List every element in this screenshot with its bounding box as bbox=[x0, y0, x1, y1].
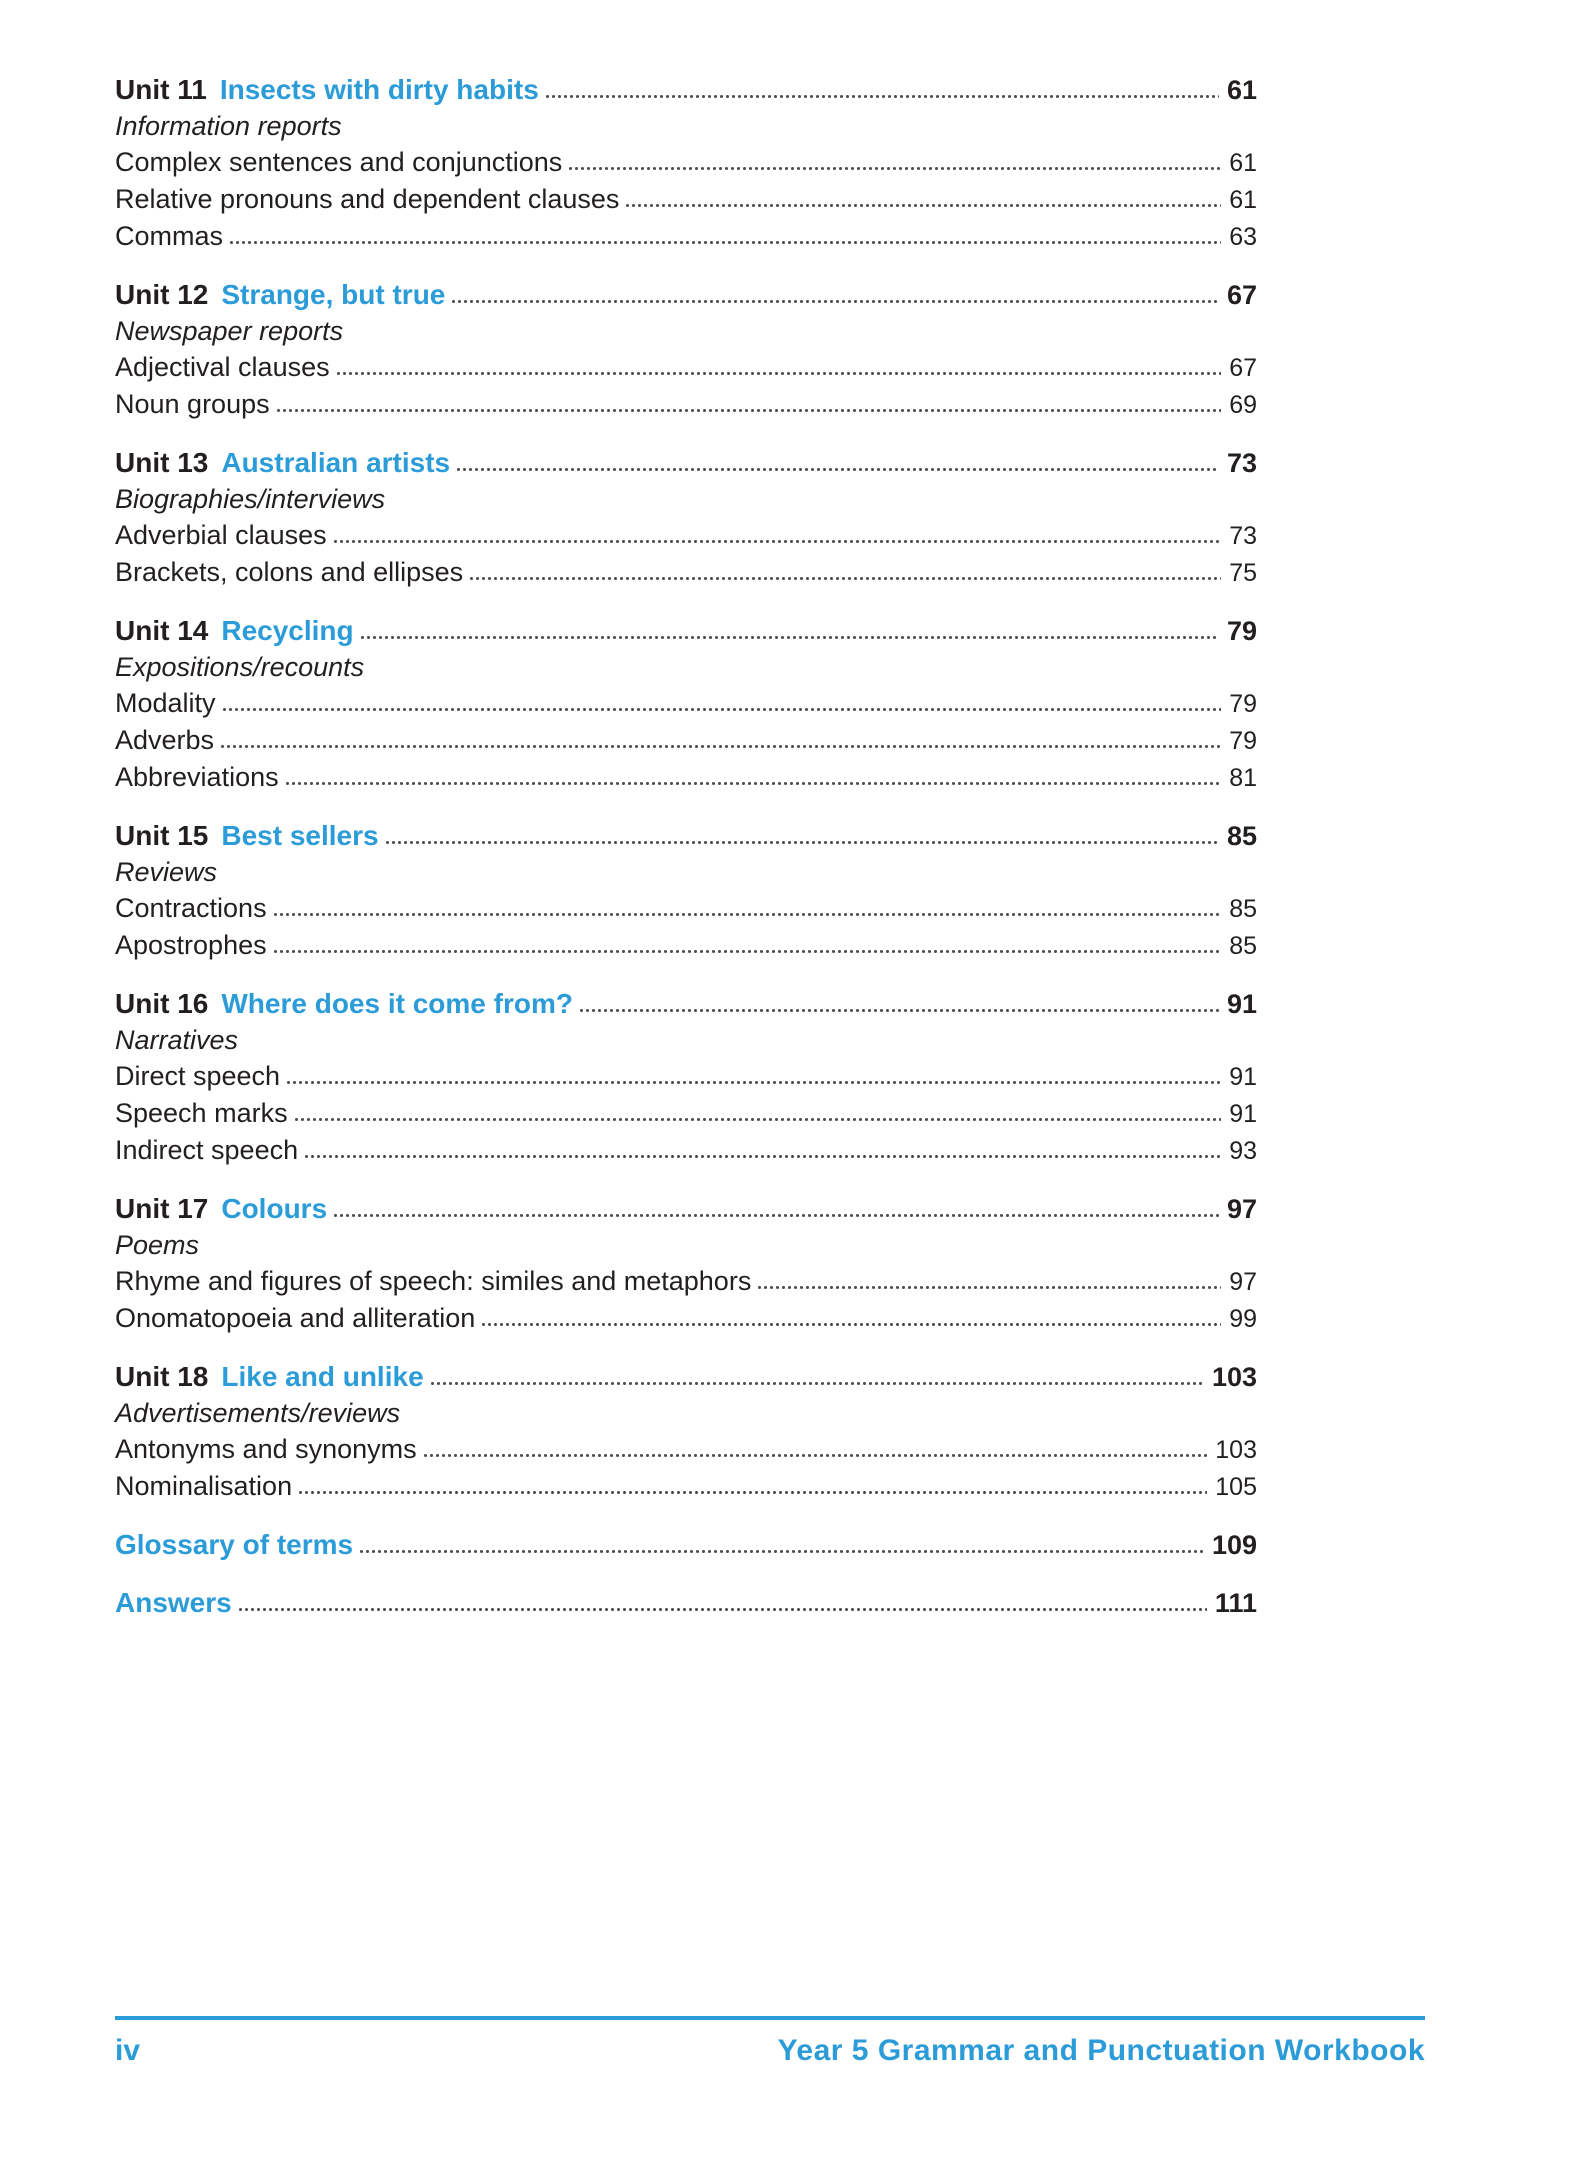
unit-text-type-label: Narratives bbox=[115, 1025, 239, 1055]
toc-item-page-number: 61 bbox=[1229, 149, 1257, 177]
unit-text-type-row bbox=[115, 854, 1257, 890]
dotted-leader bbox=[334, 539, 1222, 544]
dotted-leader bbox=[569, 166, 1221, 171]
toc-item-page-number: 85 bbox=[1229, 895, 1257, 923]
unit-text-type-label: Expositions/recounts bbox=[115, 652, 365, 682]
unit-title: Insects with dirty habits bbox=[219, 74, 539, 105]
toc-item-page-number: 69 bbox=[1229, 391, 1257, 419]
toc-item-row bbox=[115, 218, 1257, 255]
toc-unit-heading-row bbox=[115, 277, 1257, 313]
toc-item-row bbox=[115, 759, 1257, 796]
footer-row bbox=[115, 2034, 1425, 2068]
toc-item-page-number: 91 bbox=[1229, 1063, 1257, 1091]
unit-page-number: 67 bbox=[1226, 280, 1257, 310]
toc-item-page-number: 93 bbox=[1229, 1137, 1257, 1165]
toc-item-page-number: 103 bbox=[1215, 1436, 1257, 1464]
toc-unit-block bbox=[115, 1191, 1257, 1337]
toc-item-page-number: 85 bbox=[1229, 932, 1257, 960]
unit-text-type-label: Biographies/interviews bbox=[115, 484, 386, 514]
toc-item-page-number: 105 bbox=[1215, 1473, 1257, 1501]
page-footer bbox=[115, 2016, 1425, 2068]
toc-item-title: Brackets, colons and ellipses bbox=[115, 557, 464, 587]
unit-title: Australian artists bbox=[221, 447, 451, 478]
toc-item-row bbox=[115, 1095, 1257, 1132]
toc-unit-block bbox=[115, 1359, 1257, 1505]
toc-item-row bbox=[115, 1468, 1257, 1505]
unit-number-label: Unit 15 bbox=[115, 820, 209, 851]
unit-text-type-row bbox=[115, 649, 1257, 685]
toc-item-page-number: 73 bbox=[1229, 522, 1257, 550]
toc-unit-heading-row bbox=[115, 72, 1257, 108]
dotted-leader bbox=[431, 1381, 1204, 1386]
unit-title: Strange, but true bbox=[221, 279, 446, 310]
toc-extra-row bbox=[115, 1527, 1257, 1563]
toc-unit-block bbox=[115, 445, 1257, 591]
unit-title: Where does it come from? bbox=[221, 988, 573, 1019]
toc-item-title: Contractions bbox=[115, 893, 267, 923]
toc-unit-heading-row bbox=[115, 1191, 1257, 1227]
toc-extra-block bbox=[115, 1527, 1257, 1563]
unit-number-label: Unit 11 bbox=[115, 74, 207, 105]
unit-text-type-row bbox=[115, 1227, 1257, 1263]
dotted-leader bbox=[277, 408, 1222, 413]
toc-item-row bbox=[115, 722, 1257, 759]
unit-text-type-label: Poems bbox=[115, 1230, 200, 1260]
toc-item-title: Modality bbox=[115, 688, 216, 718]
unit-text-type-row bbox=[115, 313, 1257, 349]
toc-item-row bbox=[115, 890, 1257, 927]
toc-item-title: Noun groups bbox=[115, 389, 270, 419]
toc-item-title: Adverbial clauses bbox=[115, 520, 327, 550]
toc-item-page-number: 63 bbox=[1229, 223, 1257, 251]
unit-page-number: 61 bbox=[1226, 75, 1257, 105]
toc-item-page-number: 81 bbox=[1229, 764, 1257, 792]
unit-text-type-row bbox=[115, 108, 1257, 144]
unit-number-label: Unit 14 bbox=[115, 615, 209, 646]
toc-item-title: Rhyme and figures of speech: similes and metaphors bbox=[115, 1266, 752, 1296]
toc-item-page-number: 75 bbox=[1229, 559, 1257, 587]
dotted-leader bbox=[286, 781, 1222, 786]
toc-item-row bbox=[115, 927, 1257, 964]
toc-item-title: Nominalisation bbox=[115, 1471, 293, 1501]
unit-page-number: 85 bbox=[1226, 821, 1257, 851]
toc-unit-block bbox=[115, 613, 1257, 796]
toc-item-page-number: 61 bbox=[1229, 186, 1257, 214]
toc-item-page-number: 79 bbox=[1229, 690, 1257, 718]
toc-item-row bbox=[115, 554, 1257, 591]
toc-item-title: Complex sentences and conjunctions bbox=[115, 147, 563, 177]
dotted-leader bbox=[221, 744, 1221, 749]
toc-item-row bbox=[115, 1132, 1257, 1169]
unit-page-number: 73 bbox=[1226, 448, 1257, 478]
toc-unit-block bbox=[115, 72, 1257, 255]
toc-extra-page-number: 111 bbox=[1214, 1588, 1257, 1618]
unit-title: Best sellers bbox=[221, 820, 379, 851]
dotted-leader bbox=[223, 707, 1222, 712]
dotted-leader bbox=[452, 299, 1219, 304]
toc-extra-title: Answers bbox=[115, 1587, 232, 1618]
unit-text-type-row bbox=[115, 1022, 1257, 1058]
toc-item-row bbox=[115, 1263, 1257, 1300]
toc-item-page-number: 79 bbox=[1229, 727, 1257, 755]
toc-extra-title: Glossary of terms bbox=[115, 1529, 354, 1560]
unit-number-label: Unit 17 bbox=[115, 1193, 209, 1224]
toc-item-row bbox=[115, 386, 1257, 423]
toc-extra-page-number: 109 bbox=[1211, 1530, 1257, 1560]
unit-number-label: Unit 12 bbox=[115, 279, 209, 310]
unit-page-number: 79 bbox=[1226, 616, 1257, 646]
toc-item-row bbox=[115, 685, 1257, 722]
unit-page-number: 103 bbox=[1211, 1362, 1257, 1392]
toc-item-title: Adverbs bbox=[115, 725, 215, 755]
toc-item-title: Speech marks bbox=[115, 1098, 288, 1128]
unit-number-label: Unit 13 bbox=[115, 447, 209, 478]
unit-title: Recycling bbox=[221, 615, 354, 646]
dotted-leader bbox=[239, 1607, 1207, 1612]
toc-item-title: Abbreviations bbox=[115, 762, 279, 792]
dotted-leader bbox=[305, 1154, 1221, 1159]
dotted-leader bbox=[470, 576, 1221, 581]
toc-item-page-number: 97 bbox=[1229, 1268, 1257, 1296]
dotted-leader bbox=[274, 912, 1222, 917]
unit-title: Colours bbox=[221, 1193, 328, 1224]
toc-unit-heading-row bbox=[115, 1359, 1257, 1395]
toc-unit-block bbox=[115, 986, 1257, 1169]
toc-item-row bbox=[115, 1300, 1257, 1337]
unit-page-number: 97 bbox=[1226, 1194, 1257, 1224]
dotted-leader bbox=[424, 1453, 1208, 1458]
toc-item-row bbox=[115, 517, 1257, 554]
toc-item-row bbox=[115, 349, 1257, 386]
unit-title: Like and unlike bbox=[221, 1361, 424, 1392]
toc-item-row bbox=[115, 1058, 1257, 1095]
toc-item-title: Commas bbox=[115, 221, 224, 251]
dotted-leader bbox=[758, 1285, 1221, 1290]
dotted-leader bbox=[334, 1213, 1219, 1218]
toc-unit-block bbox=[115, 277, 1257, 423]
unit-page-number: 91 bbox=[1226, 989, 1257, 1019]
dotted-leader bbox=[295, 1117, 1222, 1122]
toc-unit-heading-row bbox=[115, 613, 1257, 649]
unit-number-label: Unit 18 bbox=[115, 1361, 209, 1392]
dotted-leader bbox=[230, 240, 1221, 245]
unit-text-type-row bbox=[115, 1395, 1257, 1431]
footer-divider-line bbox=[115, 2016, 1425, 2020]
dotted-leader bbox=[482, 1322, 1221, 1327]
toc-item-row bbox=[115, 144, 1257, 181]
toc-item-row bbox=[115, 181, 1257, 218]
unit-text-type-label: Advertisements/reviews bbox=[115, 1398, 401, 1428]
dotted-leader bbox=[457, 467, 1219, 472]
dotted-leader bbox=[337, 371, 1222, 376]
toc-item-title: Indirect speech bbox=[115, 1135, 299, 1165]
toc-item-title: Relative pronouns and dependent clauses bbox=[115, 184, 620, 214]
toc-unit-heading-row bbox=[115, 986, 1257, 1022]
unit-text-type-label: Reviews bbox=[115, 857, 218, 887]
toc-item-page-number: 67 bbox=[1229, 354, 1257, 382]
book-title: Year 5 Grammar and Punctuation Workbook bbox=[777, 2034, 1425, 2067]
toc-item-page-number: 99 bbox=[1229, 1305, 1257, 1333]
toc-item-title: Adjectival clauses bbox=[115, 352, 330, 382]
toc-item-title: Apostrophes bbox=[115, 930, 267, 960]
unit-text-type-label: Newspaper reports bbox=[115, 316, 344, 346]
dotted-leader bbox=[580, 1008, 1219, 1013]
dotted-leader bbox=[386, 840, 1219, 845]
toc-item-page-number: 91 bbox=[1229, 1100, 1257, 1128]
dotted-leader bbox=[626, 203, 1221, 208]
folio-page-number: iv bbox=[115, 2034, 141, 2067]
toc-unit-block bbox=[115, 818, 1257, 964]
unit-number-label: Unit 16 bbox=[115, 988, 209, 1019]
table-of-contents bbox=[115, 72, 1257, 1621]
toc-unit-heading-row bbox=[115, 445, 1257, 481]
toc-item-title: Antonyms and synonyms bbox=[115, 1434, 417, 1464]
toc-unit-heading-row bbox=[115, 818, 1257, 854]
dotted-leader bbox=[287, 1080, 1221, 1085]
toc-item-title: Direct speech bbox=[115, 1061, 281, 1091]
dotted-leader bbox=[299, 1490, 1207, 1495]
dotted-leader bbox=[360, 1549, 1204, 1554]
dotted-leader bbox=[361, 635, 1219, 640]
toc-item-title: Onomatopoeia and alliteration bbox=[115, 1303, 476, 1333]
unit-text-type-row bbox=[115, 481, 1257, 517]
dotted-leader bbox=[274, 949, 1222, 954]
dotted-leader bbox=[546, 94, 1219, 99]
toc-item-row bbox=[115, 1431, 1257, 1468]
unit-text-type-label: Information reports bbox=[115, 111, 342, 141]
toc-extra-block bbox=[115, 1585, 1257, 1621]
toc-extra-row bbox=[115, 1585, 1257, 1621]
